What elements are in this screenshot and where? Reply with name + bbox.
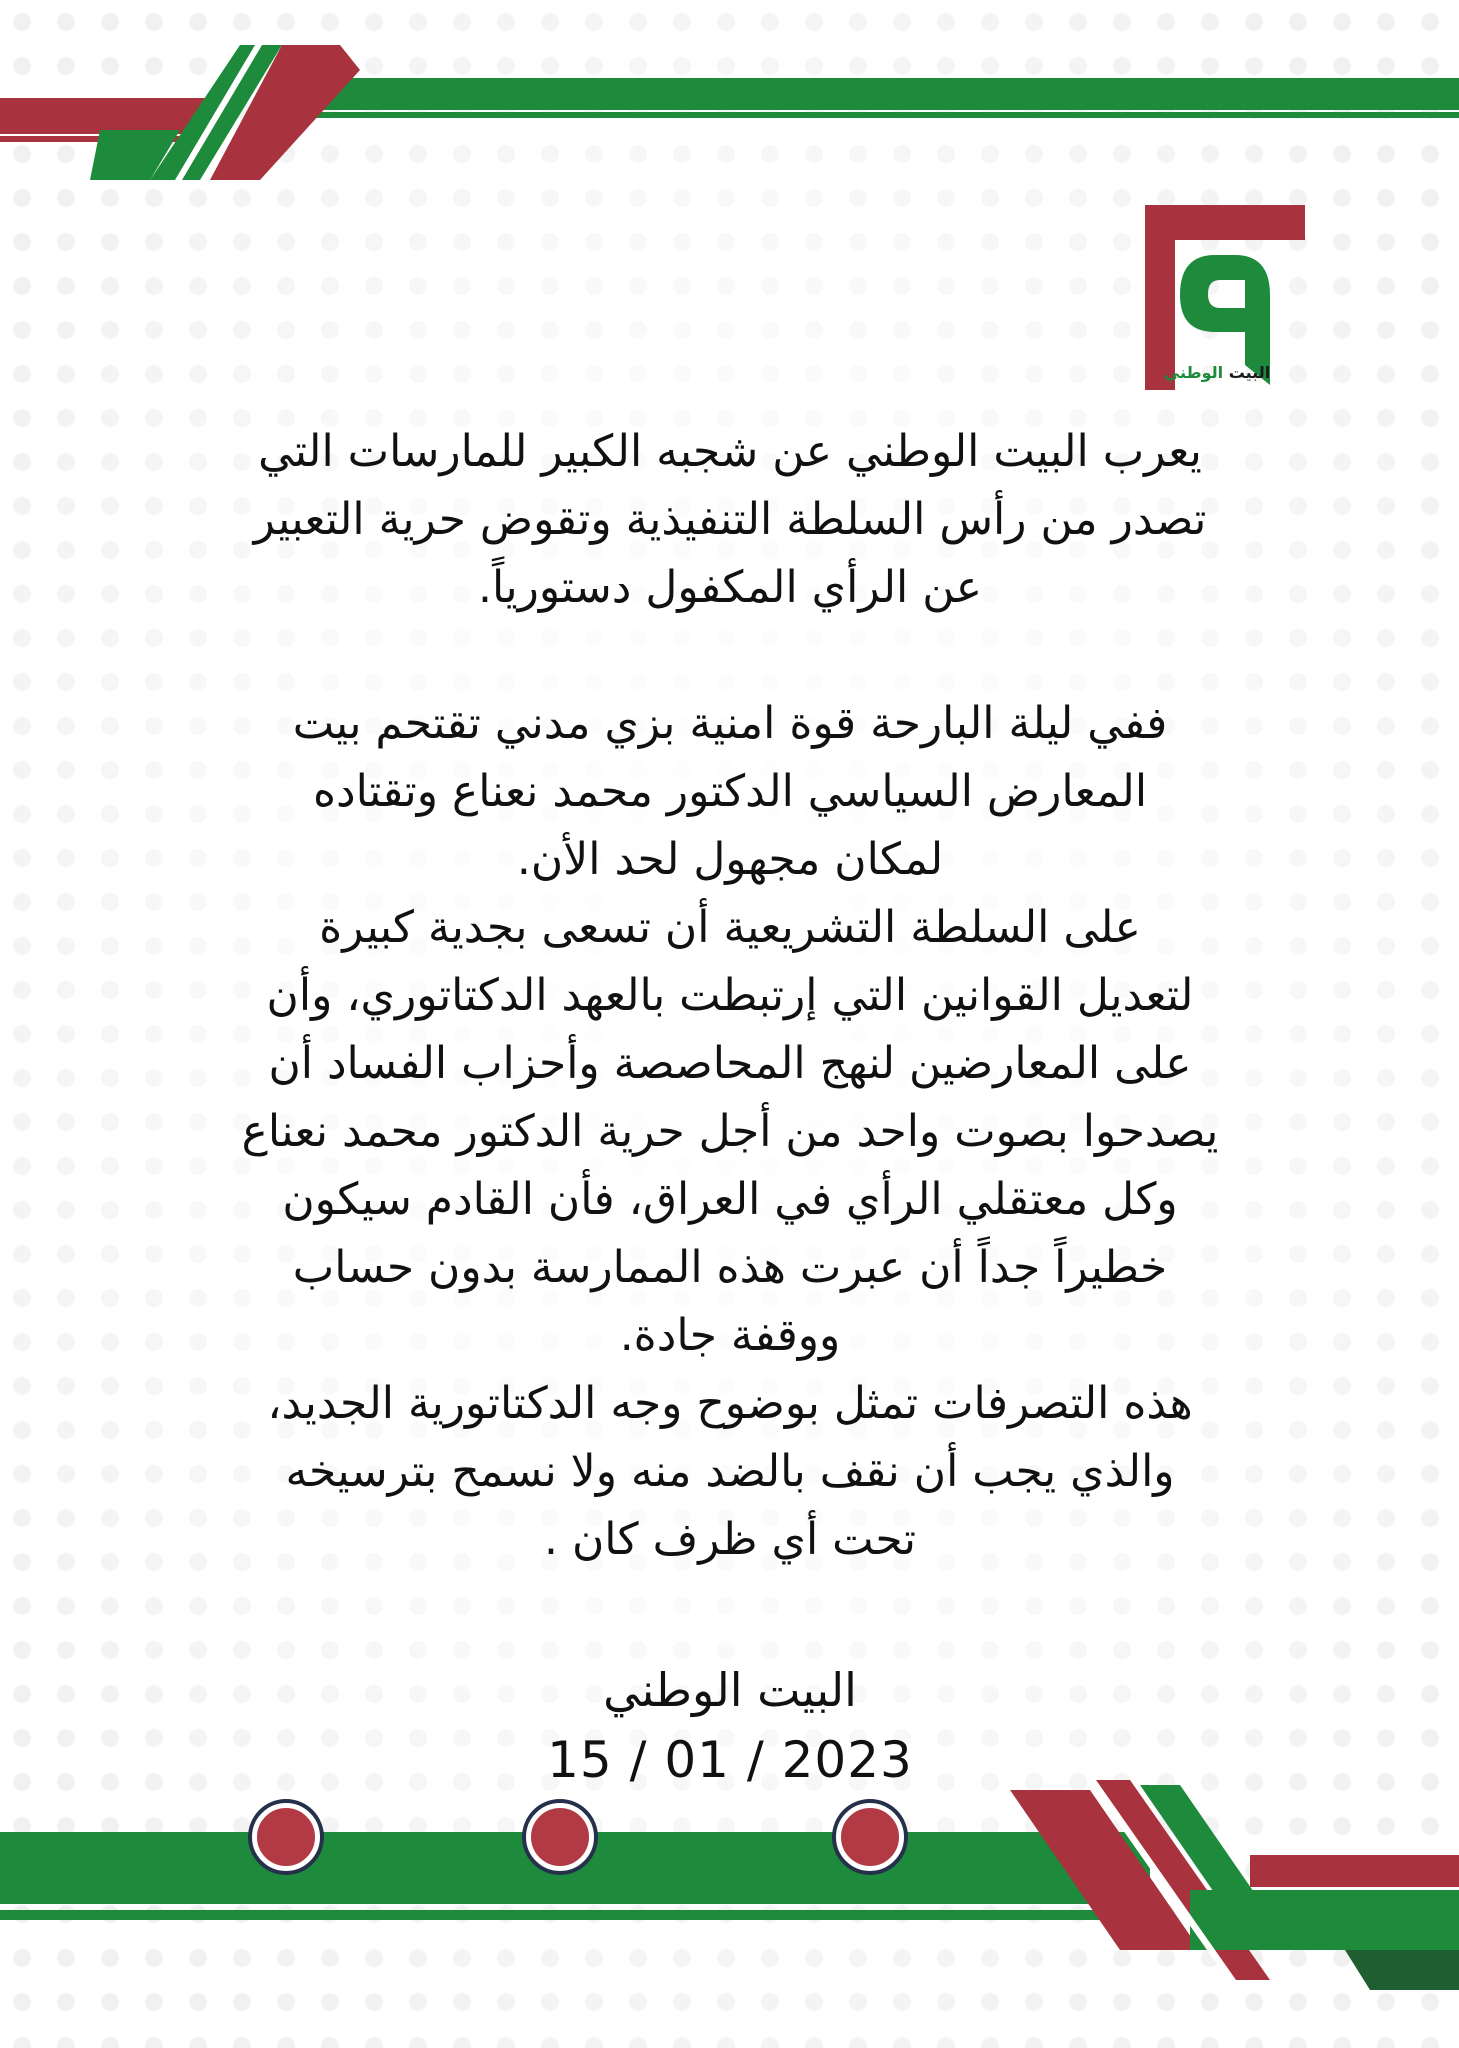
paragraph-2-line: والذي يجب أن نقف بالضد منه ولا نسمح بترسيخه bbox=[285, 1446, 1175, 1497]
header-ribbon bbox=[0, 0, 1459, 200]
paragraph-2-line: وكل معتقلي الرأي في العراق، فأن القادم سيكون bbox=[282, 1174, 1178, 1225]
paragraph-2-line: لمكان مجهول لحد الأن. bbox=[516, 834, 944, 885]
statement-paragraph-1 bbox=[150, 418, 1310, 622]
paragraph-2-line: ووقفة جادة. bbox=[619, 1310, 841, 1361]
footer-dot-right bbox=[836, 1803, 904, 1871]
paragraph-2-line: هذه التصرفات تمثل بوضوح وجه الدكتاتورية الجديد، bbox=[267, 1378, 1193, 1429]
signature-name: البيت الوطني bbox=[603, 1663, 857, 1717]
footer-dot-left bbox=[252, 1803, 320, 1871]
paragraph-1-line: تصدر من رأس السلطة التنفيذية وتقوض حرية التعبير bbox=[253, 494, 1207, 545]
logo-wordmark bbox=[1158, 363, 1276, 382]
logo-word-bayt: البيت bbox=[1228, 363, 1271, 382]
paragraph-1-line: عن الرأي المكفول دستورياً. bbox=[478, 562, 982, 613]
paragraph-2-line: على السلطة التشريعية أن تسعى بجدية كبيرة bbox=[319, 902, 1141, 953]
paragraph-2-line: خطيراً جداً أن عبرت هذه الممارسة بدون حساب bbox=[292, 1242, 1168, 1293]
footer-dot-middle bbox=[526, 1803, 594, 1871]
statement-paragraph-2 bbox=[150, 690, 1310, 1574]
paragraph-2-line: المعارض السياسي الدكتور محمد نعناع وتقتاده bbox=[312, 766, 1148, 817]
paragraph-2-line: يصدحوا بصوت واحد من أجل حرية الدكتور محمد نعناع bbox=[241, 1106, 1219, 1157]
paragraph-1-line: يعرب البيت الوطني عن شجبه الكبير للمارسات التي bbox=[258, 426, 1202, 477]
paragraph-2-line: ففي ليلة البارحة قوة امنية بزي مدني تقتحم بيت bbox=[292, 698, 1168, 749]
logo-word-watani: الوطني bbox=[1163, 363, 1224, 382]
paragraph-2-line: لتعديل القوانين التي إرتبطت بالعهد الدكتاتوري، وأن bbox=[266, 970, 1194, 1021]
paragraph-2-line: على المعارضين لنهج المحاصصة وأحزاب الفساد أن bbox=[268, 1038, 1192, 1089]
statement-date: 15 / 01 / 2023 bbox=[547, 1731, 913, 1789]
paragraph-2-line: تحت أي ظرف كان . bbox=[543, 1514, 917, 1565]
footer-ribbon bbox=[0, 1760, 1459, 2048]
